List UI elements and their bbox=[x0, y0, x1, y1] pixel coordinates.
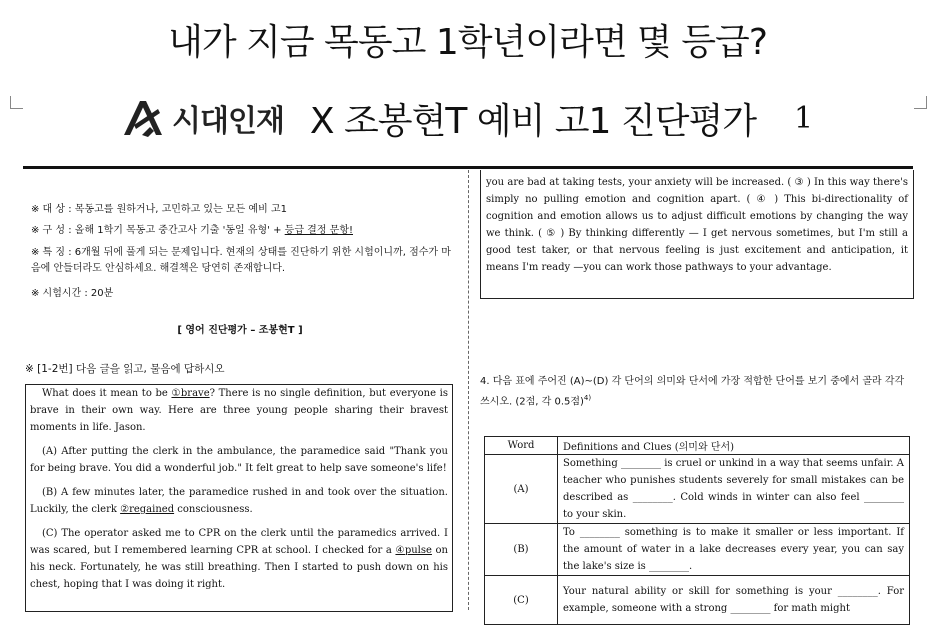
header-rule bbox=[23, 166, 913, 169]
brand-name: 시대인재 bbox=[172, 104, 284, 139]
composition-emphasis: 등급 결정 문항! bbox=[284, 225, 353, 236]
underlined-word-4: ④pulse bbox=[395, 545, 432, 556]
vocab-word-cell: (A) bbox=[485, 455, 558, 524]
crop-mark-left bbox=[10, 96, 23, 109]
composition-text: ※ 구 성 : 올해 1학기 목동고 중간고사 기출 '동일 유형' + bbox=[31, 225, 285, 236]
passage-paragraph-1: What does it mean to be ①brave? There is no single definition, but everyone is brave in their own way. Here are three young people sharing their bravest moments in life. Jason. bbox=[30, 388, 448, 433]
question-4-footnote: 4) bbox=[583, 394, 592, 402]
continued-passage-text: you are bad at taking tests, your anxiety will be increased. ( ③ ) In this way there's simply no pulling emotion and cognition apart. ( ④ ) This bi-directionality of cognition and emotion allows us to adjust difficult emotions by changing the way we think. ( ⑤ ) By thinking differently — I get nervous sometimes, but I'm still a good test taker, or that nervous feeling is just excitement and anticipation, it means I'm ready —you can work those pathways to your advantage. bbox=[486, 177, 908, 273]
info-target: ※ 대 상 : 목동고를 원하거나, 고민하고 있는 모든 예비 고1 bbox=[31, 204, 287, 215]
table-row bbox=[485, 455, 910, 524]
continued-passage-box bbox=[480, 170, 914, 299]
page-title: 내가 지금 목동고 1학년이라면 몇 등급? bbox=[168, 22, 767, 63]
exam-subtitle: X 조봉현T 예비 고1 진단평가 bbox=[309, 100, 757, 142]
underlined-word-2: ②regained bbox=[120, 504, 175, 515]
vocab-header-word: Word bbox=[485, 437, 558, 455]
reading-passage bbox=[25, 384, 453, 612]
vocab-word-cell: (C) bbox=[485, 576, 558, 625]
vocab-clue-cell: To ________ something is to make it smaller or less important. If the amount of water in a lake decreases every year, you can say the lake's size is ________. bbox=[558, 524, 910, 576]
table-row bbox=[485, 576, 910, 625]
vocab-word-cell: (B) bbox=[485, 524, 558, 576]
column-divider bbox=[468, 170, 469, 610]
table-row bbox=[485, 524, 910, 576]
page-number: 1 bbox=[794, 100, 814, 136]
question-1-2-instruction: ※ [1-2번] 다음 글을 읽고, 물음에 답하시오 bbox=[25, 363, 225, 375]
section-title: [ 영어 진단평가 – 조봉현T ] bbox=[177, 325, 303, 336]
vocab-header-definition: Definitions and Clues (의미와 단서) bbox=[558, 437, 910, 455]
crop-mark-right bbox=[914, 96, 927, 109]
question-4-text: 4. 다음 표에 주어진 (A)~(D) 각 단어의 의미와 단서에 가장 적합한 단어를 보기 중에서 골라 각각 쓰시오. (2점, 각 0.5점) bbox=[480, 376, 905, 408]
info-feature: ※ 특 징 : 6개월 뒤에 풀게 되는 문제입니다. 현재의 상태를 진단하기 위한 시험이니까, 점수가 마음에 안들더라도 안심하세요. 해결책은 당연히 존재합니다. bbox=[31, 247, 451, 274]
passage-paragraph-c: (C) The operator asked me to CPR on the clerk until the paramedics arrived. I was scared, but I remembered learning CPR at school. I checked for a ④pulse on his neck. Fortunately, he was still breathing. Then I started to push down on his chest, hoping that I was doing it right. bbox=[30, 528, 449, 590]
question-4 bbox=[480, 374, 916, 410]
passage-paragraph-a: (A) After putting the clerk in the ambulance, the paramedice said "Thank you for being brave. You did a wonderful job." It felt great to help save someone's life! bbox=[30, 446, 448, 474]
passage-paragraph-b: (B) A few minutes later, the paramedice rushed in and took over the situation. Luckily, the clerk ②regained consciousness. bbox=[30, 487, 448, 515]
vocab-table-header-row bbox=[485, 437, 910, 455]
vocab-clue-cell: Your natural ability or skill for something is your ________. For example, someone with a strong ________ for math might bbox=[558, 576, 910, 625]
underlined-word-1: ①brave bbox=[171, 388, 210, 399]
info-composition bbox=[31, 223, 353, 239]
vocab-table bbox=[484, 436, 910, 625]
header-logo-row bbox=[120, 90, 813, 146]
vocab-clue-cell: Something ________ is cruel or unkind in a way that seems unfair. A teacher who punishes students severely for small mistakes can be described as ________. Cold winds in winter can also feel ________ to your skin. bbox=[558, 455, 910, 524]
sidaeinjae-logo-icon bbox=[120, 95, 166, 141]
info-time: ※ 시험시간 : 20분 bbox=[31, 288, 114, 299]
